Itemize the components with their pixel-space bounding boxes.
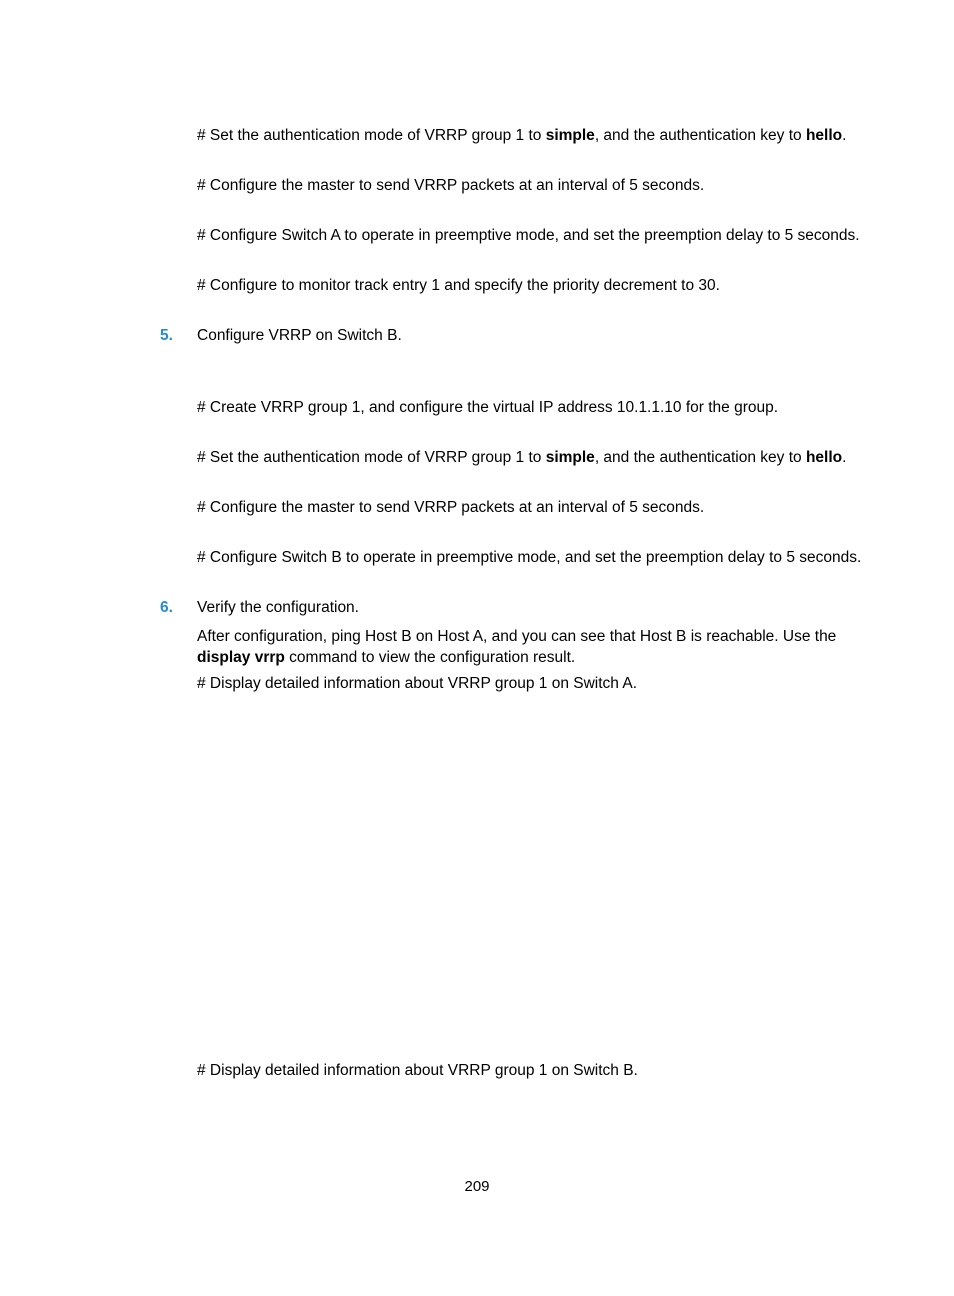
step-number-6: 6. — [160, 599, 173, 616]
auth-middle: , and the authentication key to — [594, 127, 806, 144]
track-line-a: # Configure to monitor track entry 1 and specify the priority decrement to 30. — [197, 277, 720, 294]
auth-mode-line-a — [197, 126, 846, 146]
page-number: 209 — [464, 1178, 490, 1195]
verify-text-suffix: command to view the configuration result. — [284, 649, 576, 666]
auth-middle: , and the authentication key to — [594, 449, 806, 466]
preempt-line-b: # Configure Switch B to operate in preemptive mode, and set the preemption delay to 5 seconds. — [197, 549, 862, 566]
create-group-line-b: # Create VRRP group 1, and configure the virtual IP address 10.1.1.10 for the group. — [197, 399, 779, 416]
auth-prefix: # Set the authentication mode of VRRP group 1 to — [197, 449, 546, 466]
auth-suffix: . — [842, 127, 847, 144]
verify-paragraph — [197, 626, 857, 668]
step-title-5: Configure VRRP on Switch B. — [197, 327, 402, 344]
verify-text-prefix: After configuration, ping Host B on Host A, and you can see that Host B is reachable. Use the — [197, 628, 837, 645]
auth-prefix: # Set the authentication mode of VRRP group 1 to — [197, 127, 546, 144]
step-number-5: 5. — [160, 327, 173, 344]
auth-key-keyword: hello — [805, 127, 843, 144]
interval-line-b: # Configure the master to send VRRP packets at an interval of 5 seconds. — [197, 499, 705, 516]
auth-key-keyword: hello — [805, 449, 843, 466]
preempt-line-a: # Configure Switch A to operate in preemptive mode, and set the preemption delay to 5 seconds. — [197, 227, 860, 244]
display-info-line-a: # Display detailed information about VRRP group 1 on Switch A. — [197, 675, 637, 692]
display-vrrp-command: display vrrp — [197, 649, 285, 666]
display-info-line-b: # Display detailed information about VRRP group 1 on Switch B. — [197, 1062, 638, 1079]
auth-mode-keyword: simple — [545, 449, 595, 466]
auth-mode-line-b — [197, 448, 846, 468]
auth-suffix: . — [842, 449, 847, 466]
interval-line-a: # Configure the master to send VRRP packets at an interval of 5 seconds. — [197, 177, 705, 194]
auth-mode-keyword: simple — [545, 127, 595, 144]
step-title-6: Verify the configuration. — [197, 599, 359, 616]
